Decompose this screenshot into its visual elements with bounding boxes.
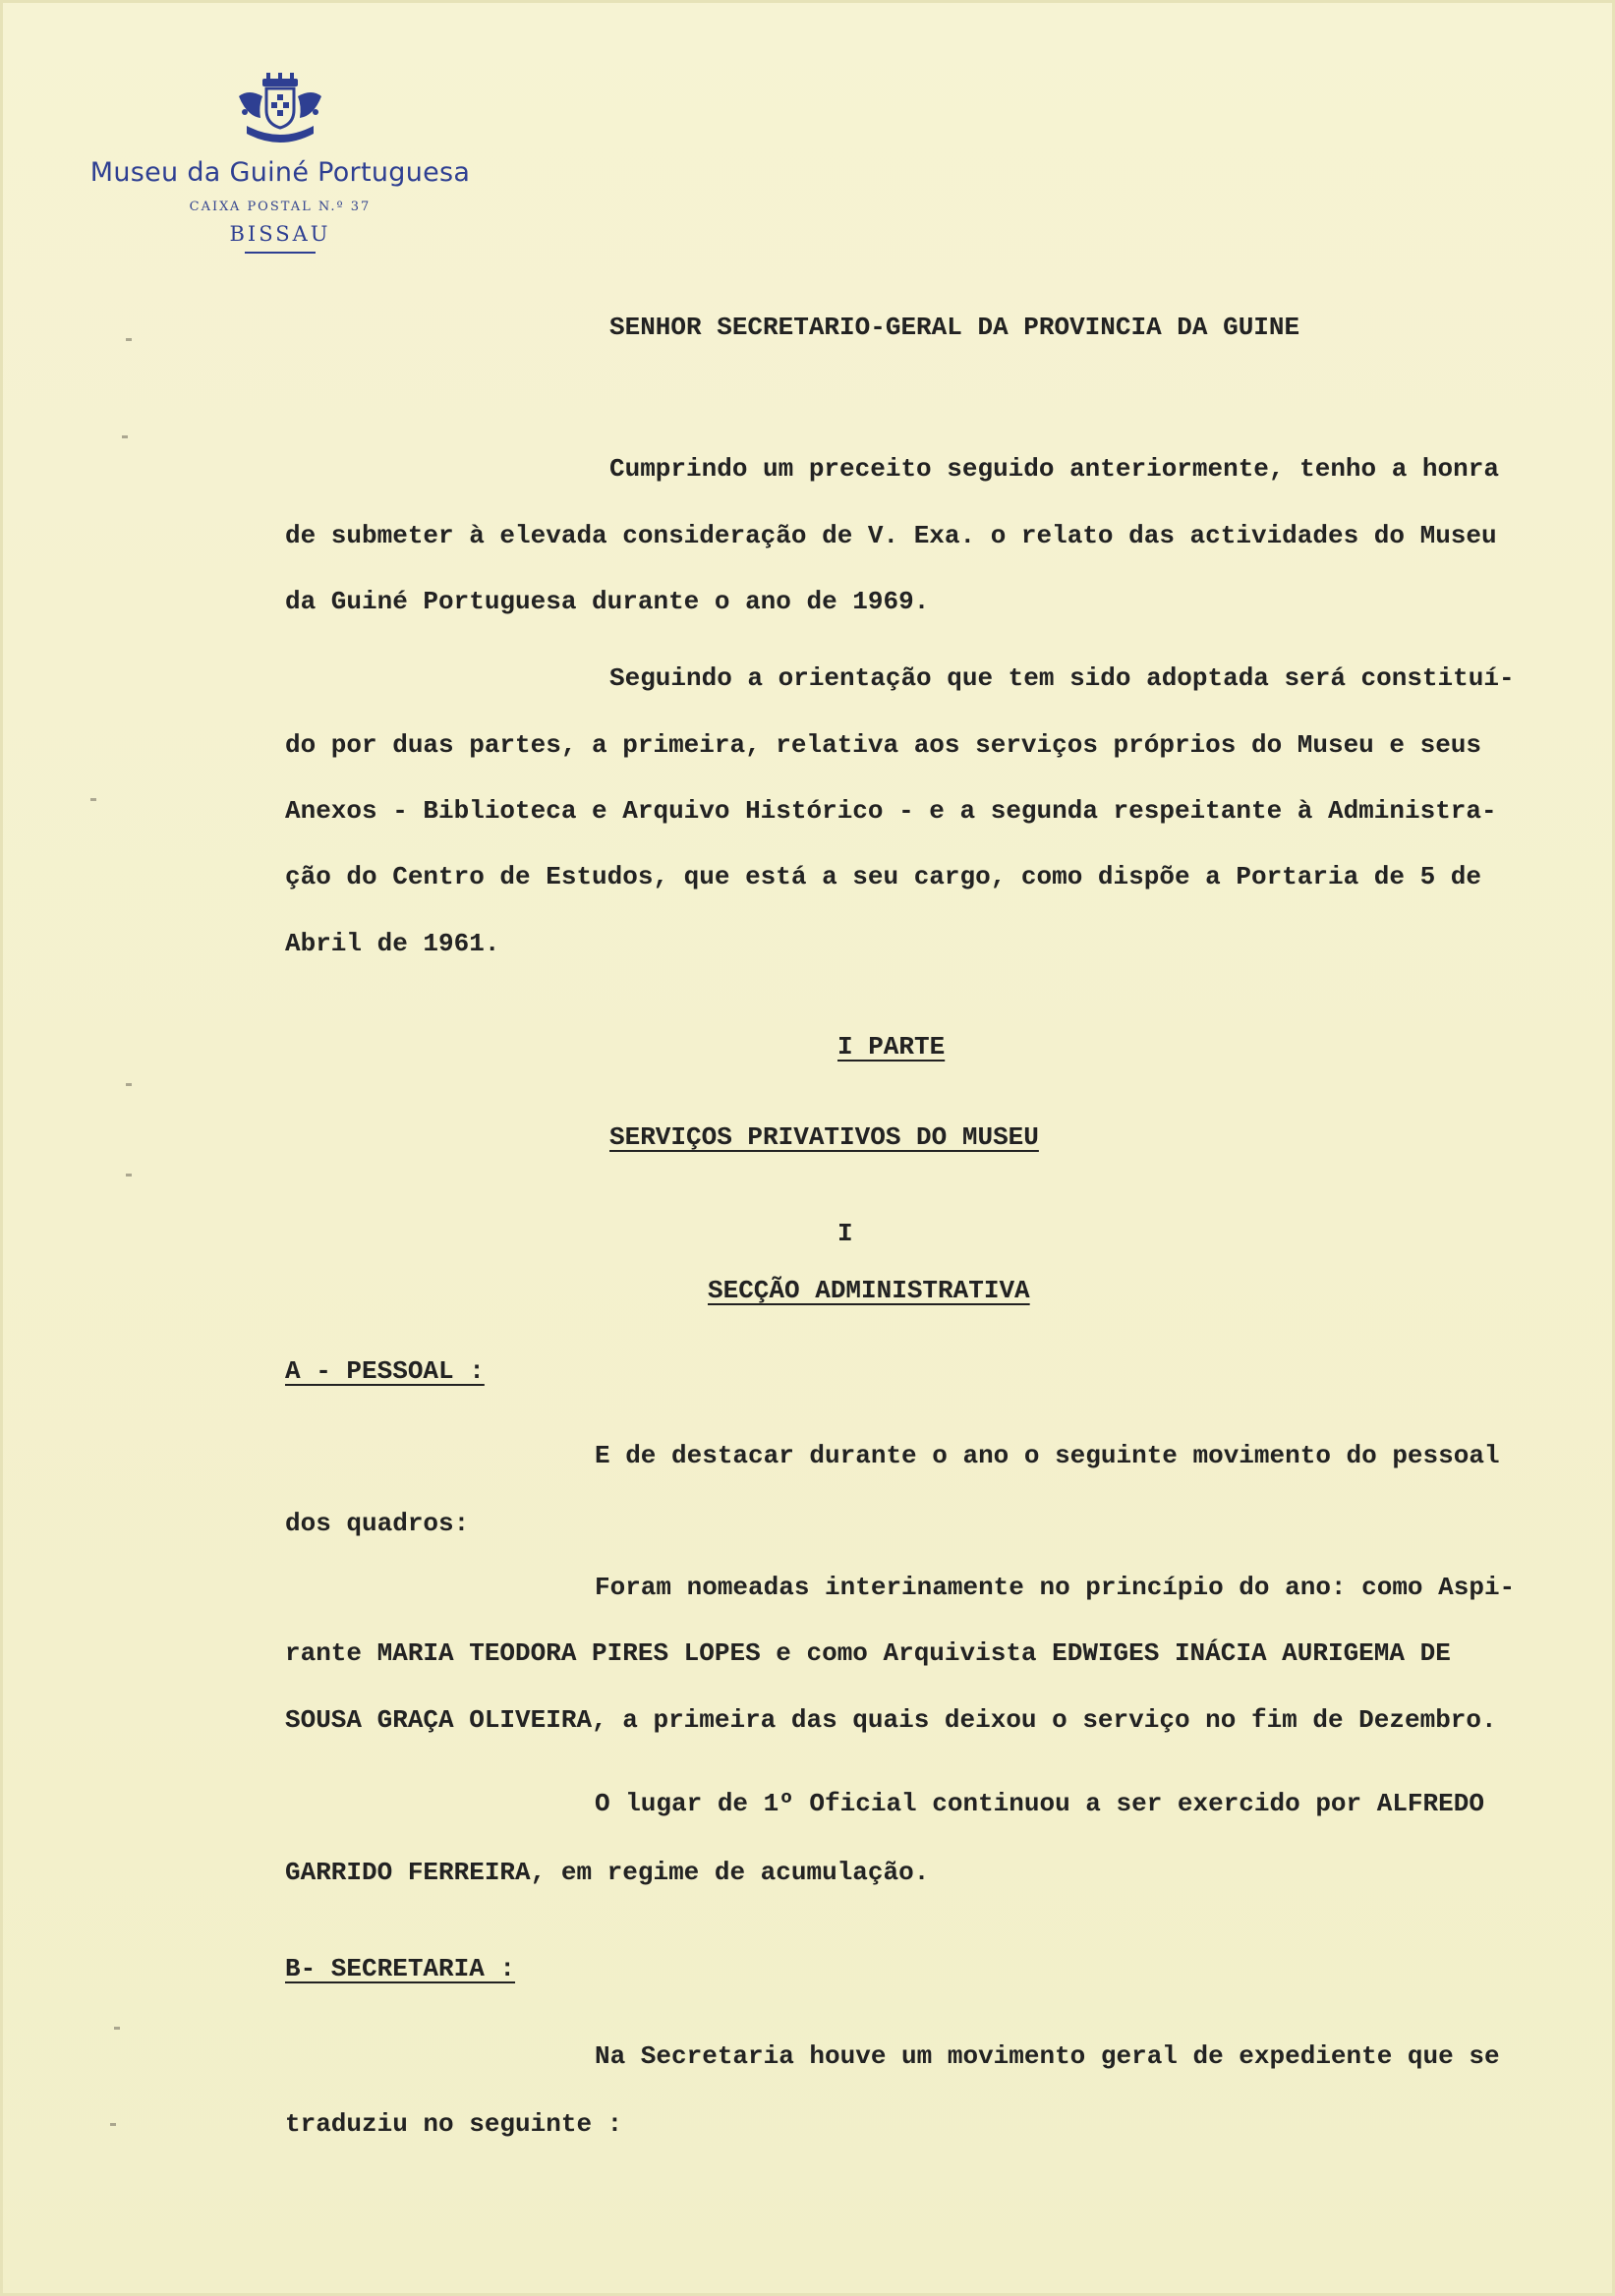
- paragraph-line: O lugar de 1º Oficial continuou a ser exercido por ALFREDO: [595, 1789, 1484, 1818]
- addressee: SENHOR SECRETARIO-GERAL DA PROVINCIA DA GUINE: [609, 313, 1300, 342]
- subsection-title: SECÇÃO ADMINISTRATIVA: [708, 1276, 1030, 1305]
- paragraph-line: Seguindo a orientação que tem sido adoptada será constituí-: [609, 663, 1515, 693]
- paragraph-line: de submeter à elevada consideração de V. Exa. o relato das actividades do Museu: [285, 521, 1497, 550]
- margin-mark: [114, 2027, 120, 2030]
- paragraph-line: Cumprindo um preceito seguido anteriormente, tenho a honra: [609, 454, 1499, 484]
- heading-pessoal: A - PESSOAL :: [285, 1356, 485, 1386]
- margin-mark: [126, 1083, 132, 1086]
- margin-mark: [126, 1174, 132, 1177]
- paragraph-line: ção do Centro de Estudos, que está a seu cargo, como dispõe a Portaria de 5 de: [285, 862, 1481, 891]
- heading-secretaria: B- SECRETARIA :: [285, 1954, 516, 1983]
- city: BISSAU: [229, 222, 331, 246]
- paragraph-line: dos quadros:: [285, 1509, 470, 1538]
- museum-name: Museu da Guiné Portuguesa: [89, 157, 471, 188]
- margin-mark: [110, 2123, 116, 2126]
- paragraph-line: traduziu no seguinte :: [285, 2109, 623, 2139]
- part-title: I PARTE: [837, 1032, 946, 1062]
- paragraph-line: Na Secretaria houve um movimento geral de expediente que se: [595, 2041, 1500, 2071]
- margin-mark: [122, 435, 128, 438]
- coat-of-arms-icon: [233, 73, 327, 147]
- section-title: SERVIÇOS PRIVATIVOS DO MUSEU: [609, 1122, 1039, 1152]
- letterhead: [69, 73, 491, 254]
- roman-numeral: I: [837, 1219, 853, 1248]
- paragraph-line: Foram nomeadas interinamente no princípio do ano: como Aspi-: [595, 1573, 1516, 1602]
- paragraph-line: SOUSA GRAÇA OLIVEIRA, a primeira das quais deixou o serviço no fim de Dezembro.: [285, 1705, 1497, 1735]
- paragraph-line: GARRIDO FERREIRA, em regime de acumulação.: [285, 1858, 930, 1887]
- paragraph-line: E de destacar durante o ano o seguinte movimento do pessoal: [595, 1441, 1500, 1470]
- margin-mark: [126, 338, 132, 341]
- paragraph-line: Abril de 1961.: [285, 929, 500, 958]
- postal-box: CAIXA POSTAL N.º 37: [189, 200, 372, 214]
- paragraph-line: da Guiné Portuguesa durante o ano de 1969.: [285, 587, 930, 616]
- paragraph-line: rante MARIA TEODORA PIRES LOPES e como Arquivista EDWIGES INÁCIA AURIGEMA DE: [285, 1638, 1451, 1668]
- margin-mark: [90, 798, 96, 801]
- letterhead-rule: [245, 252, 316, 254]
- paragraph-line: do por duas partes, a primeira, relativa aos serviços próprios do Museu e seus: [285, 730, 1481, 760]
- paragraph-line: Anexos - Biblioteca e Arquivo Histórico - e a segunda respeitante à Administra-: [285, 796, 1497, 826]
